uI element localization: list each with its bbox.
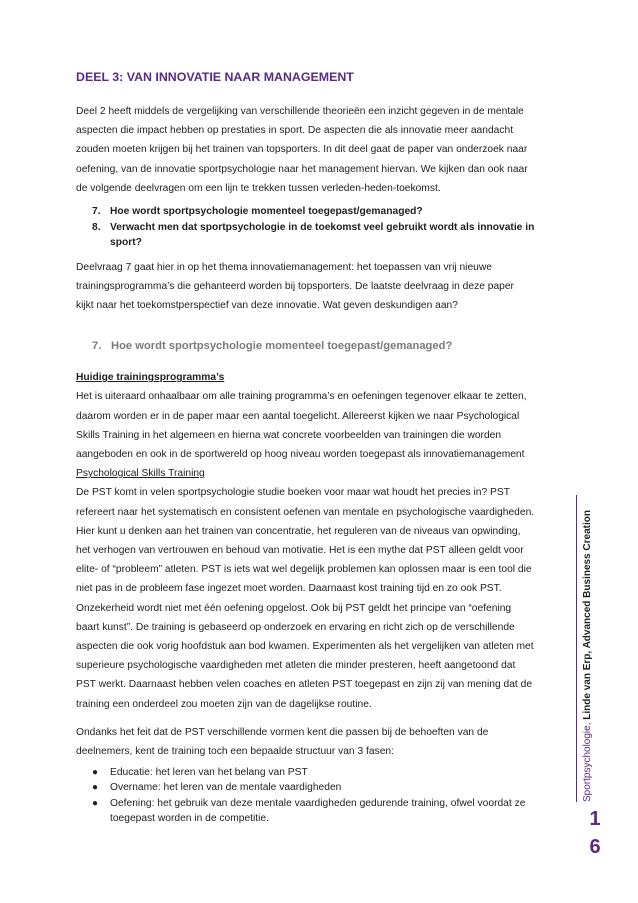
subquestion-text: Verwacht men dat sportpsychologie in de toekomst veel gebruikt wordt als innovatie in xyxy=(110,221,535,233)
bullet-icon: ● xyxy=(92,782,99,794)
text-line: Ondanks het feit dat de PST verschillende vormen kent die passen bij de behoeften van de xyxy=(76,726,489,738)
section-title: DEEL 3: VAN INNOVATIE NAAR MANAGEMENT xyxy=(76,70,354,84)
text-line: deelnemers, kent de training toch een bepaalde structuur van 3 fasen: xyxy=(76,745,394,757)
phase-item xyxy=(92,796,560,827)
subquestion-number: 8. xyxy=(92,221,101,233)
text-line: De PST komt in velen sportpsychologie studie boeken voor maar wat houdt het precies in? PST xyxy=(76,487,510,499)
text-line: aspecten die ook vorig hoofdstuk aan bod kwamen. Experimenten als het vergelijken van atleten met xyxy=(76,640,534,652)
text-line: daarom worden er in de paper maar een aantal toegelicht. Allereerst kijken we naar Psychological xyxy=(76,410,520,422)
text-line: superieure psychologische vaardigheden met atleten die minder presteren, heeft aangetoond dat xyxy=(76,660,516,672)
text-line: kijkt naar het toekomstperspectief van deze innovatie. Wat geven deskundigen aan? xyxy=(76,299,458,311)
text-line: niet pas in de probleem fase ingezet moet worden. Daarnaast kost training tijd en zo ook PST. xyxy=(76,583,502,595)
page-number-digit: 1 xyxy=(589,808,601,830)
intro-paragraph xyxy=(76,102,560,198)
phase-item xyxy=(92,765,560,780)
text-line: het verhogen van vertrouwen en behoud van motivatie. Het is een mythe dat PST alleen geldt voor xyxy=(76,544,524,556)
text-line: oefening, van de innovatie sportpsychologie naar het management hiervan. We kijken dan ook naar xyxy=(76,163,528,175)
side-header xyxy=(576,495,615,802)
text-line: zouden moeten krijgen bij het trainen van topsporters. In dit deel gaat de paper van onderzoek naar xyxy=(76,144,528,156)
pst-title: Psychological Skills Training xyxy=(76,468,205,480)
side-header-topic: Sportpsychologie, xyxy=(582,722,593,802)
phase-text: Oefening: het gebruik van deze mentale vaardigheden gedurende training, ofwel voordat ze xyxy=(110,797,526,809)
current-programs-title: Huidige trainingsprogramma’s xyxy=(76,372,225,384)
current-programs-paragraph xyxy=(76,368,560,464)
phases-intro-paragraph xyxy=(76,723,560,761)
text-line: Deelvraag 7 gaat hier in op het thema innovatiemanagement: het toepassen van vrij nieuwe xyxy=(76,261,492,273)
text-line: Skills Training in het algemeen en hierna wat concrete voorbeelden van trainingen die worden xyxy=(76,429,502,441)
subquestion-text: sport? xyxy=(110,237,142,249)
bullet-icon: ● xyxy=(92,797,99,809)
text-line: training een onderdeel zou moeten zijn van de dagelijkse routine. xyxy=(76,698,372,710)
pst-paragraph xyxy=(76,464,560,714)
subquestion-heading-number: 7. xyxy=(92,340,102,353)
subquestion-heading xyxy=(92,339,560,354)
subquestion-number: 7. xyxy=(92,206,101,218)
text-line: de volgende deelvragen om een lijn te trekken tussen verleden-heden-toekomst. xyxy=(76,182,441,194)
text-line: Onzekerheid wordt niet met één oefening opgelost. Ook bij PST geldt het principe van “oefening xyxy=(76,602,512,614)
text-line: elite- of “probleem” atleten. PST is iets wat wel degelijk problemen kan oplossen maar is een tool die xyxy=(76,564,532,576)
text-line: baart kunst”. De training is gebaseerd op onderzoek en ervaring en richt zich op de verschillende xyxy=(76,621,515,633)
text-line: aspecten die impact hebben op prestaties in sport. De aspecten die als innovatie meer aandacht xyxy=(76,125,514,137)
phase-text: Educatie: het leren van het belang van PST xyxy=(110,767,308,779)
text-line: Hier kunt u denken aan het trainen van concentratie, het reguleren van de niveaus van opwinding, xyxy=(76,525,521,537)
page-number-digit: 6 xyxy=(589,836,601,858)
bullet-icon: ● xyxy=(92,767,99,779)
text-line: PST werkt. Daarnaast hebben velen coaches en atleten PST toegepast en zijn zij van mening dat de xyxy=(76,679,533,691)
side-header-text xyxy=(581,495,595,802)
text-line: refereert naar het systematisch en consistent oefenen van mentale en psychologische vaardigheden. xyxy=(76,506,535,518)
subquestion-item xyxy=(92,220,560,251)
subquestion-item xyxy=(92,204,560,220)
page-content xyxy=(76,70,560,826)
text-line: Het is uiteraard onhaalbaar om alle training programma’s en oefeningen tegenover elkaar te zetten, xyxy=(76,391,527,403)
phase-text: Overname: het leren van de mentale vaardigheden xyxy=(110,782,342,794)
phases-list xyxy=(76,765,560,826)
phase-item xyxy=(92,780,560,795)
phase-text: toegepast worden in de competitie. xyxy=(110,813,269,825)
context-paragraph xyxy=(76,258,560,316)
subquestion-heading-text: Hoe wordt sportpsychologie momenteel toegepast/gemanaged? xyxy=(111,340,453,353)
subquestion-text: Hoe wordt sportpsychologie momenteel toegepast/gemanaged? xyxy=(110,206,423,218)
text-line: aangeboden en ook in de sportwereld op hoog niveau worden toegepast als innovatiemanagement xyxy=(76,448,525,460)
text-line: trainingsprogramma’s die gehanteerd worden bij topsporters. De laatste deelvraag in deze paper xyxy=(76,280,514,292)
side-header-author: Linde van Erp, Advanced Business Creation xyxy=(582,510,593,720)
subquestion-list xyxy=(76,204,560,251)
text-line: Deel 2 heeft middels de vergelijking van verschillende theorieën een inzicht gegeven in de mentale xyxy=(76,106,524,117)
